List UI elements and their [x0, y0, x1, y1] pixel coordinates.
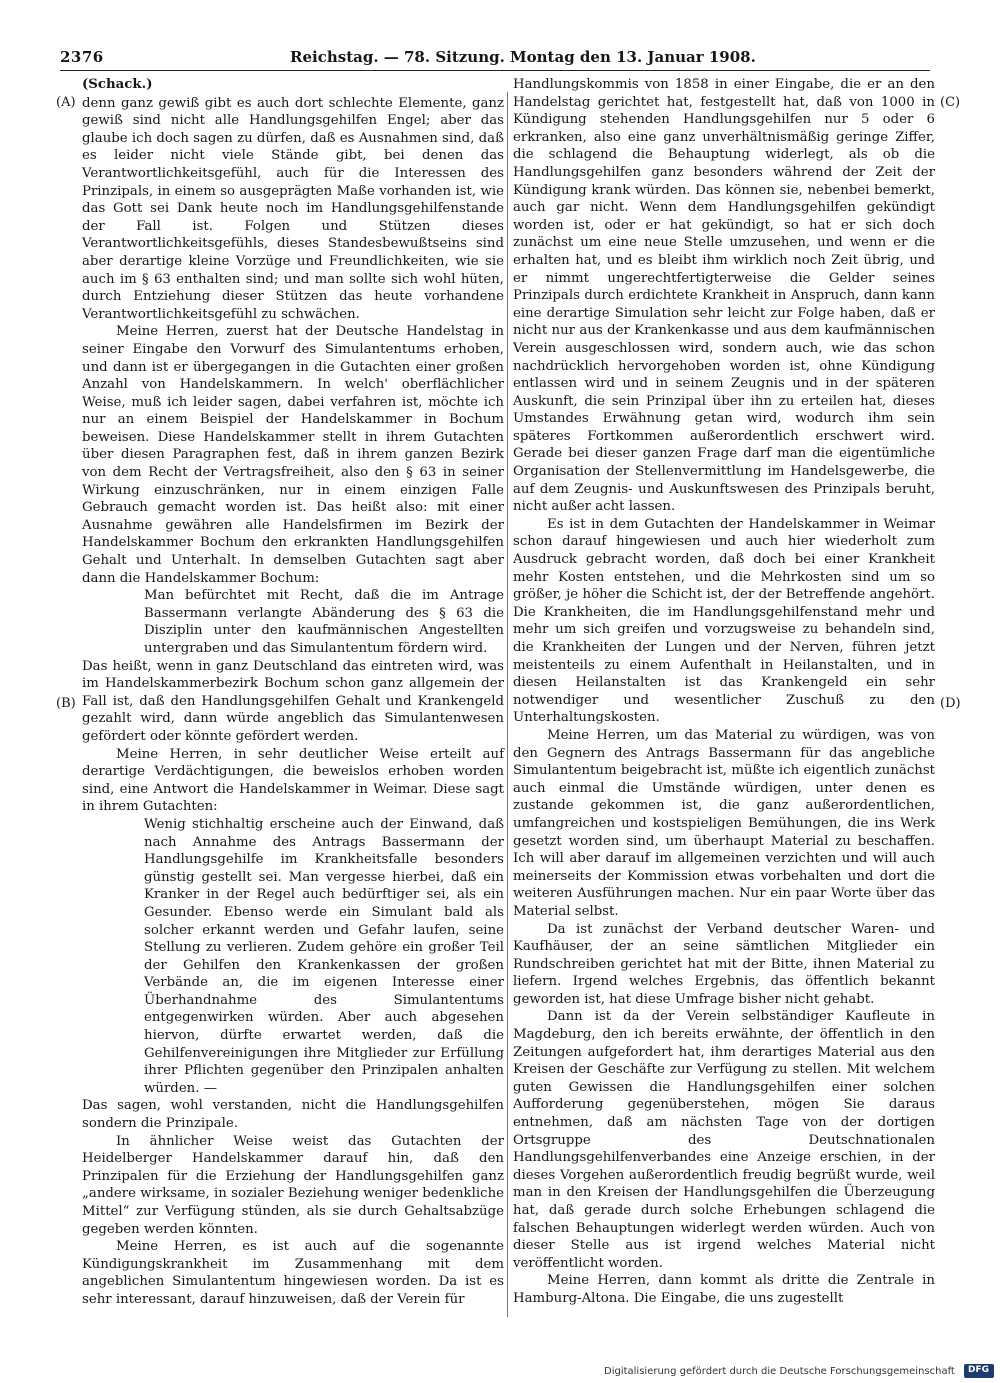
- right-column: [513, 76, 935, 1308]
- digitization-footer: [604, 1362, 1000, 1383]
- page-title: Reichstag. — 78. Sitzung. Montag den 13. Januar 1908.: [290, 48, 756, 66]
- header-rule: [60, 70, 930, 71]
- margin-marker-c: (C): [940, 95, 961, 110]
- paragraph: Meine Herren, um das Material zu würdigen, was von den Gegnern des Antrags Bassermann für das angebliche Simulantentum beigebracht ist, müßte ich eigentlich zunächst auch einmal die Umstände würdigen, unter denen es zustande gekommen ist, die ganz außerordentlichen, umfangreichen und kostspieligen Bemühungen, die ins Werk gesetzt worden sind, um überhaupt Material zu beschaffen. Ich will aber darauf im allgemeinen verzichten und will auch meinerseits der Kommission etwas vorbehalten und dort die weiteren Ausführungen machen. Nur ein paar Worte über das Material selbst.: [513, 727, 935, 919]
- paragraph: Es ist in dem Gutachten der Handelskammer in Weimar schon darauf hingewiesen und auch hier wiederholt zum Ausdruck gebracht worden, daß doch bei einer Krankheit mehr Kosten entstehen, und die Mehrkosten sind um so größer, je höher die Schicht ist, der der Betreffende angehört. Die Krankheiten, die im Handlungsgehilfenstand mehr und mehr um sich greifen und vorzugsweise zu behandeln sind, die Krankheiten der Lungen und der Nerven, führen jetzt meistenteils zu einem Aufenthalt in Heilanstalten, und in diesen Heilanstalten ist das Krankengeld ein sehr notwendiger und wesentlicher Zuschuß zu den Unterhaltungskosten.: [513, 516, 935, 726]
- paragraph: Da ist zunächst der Verband deutscher Waren- und Kaufhäuser, der an seine sämtlichen Mitglieder ein Rundschreiben gerichtet hat mit der Bitte, ihnen Material zu liefern. Irgend welches Ergebnis, das öffentlich bekannt geworden ist, hat diese Umfrage bisher nicht gehabt.: [513, 921, 935, 1007]
- paragraph: Meine Herren, in sehr deutlicher Weise erteilt auf derartige Verdächtigungen, die beweislos erhoben worden sind, eine Antwort die Handelskammer in Weimar. Diese sagt in ihrem Gutachten:: [82, 746, 504, 815]
- page-number: 2376: [60, 48, 104, 66]
- speaker-name: (Schack.): [82, 77, 153, 92]
- dfg-logo-text: DFG: [968, 1365, 990, 1375]
- page-header: [60, 44, 930, 70]
- paragraph: denn ganz gewiß gibt es auch dort schlechte Elemente, ganz gewiß sind nicht alle Handlungsgehilfen Engel; aber das glaube ich doch sagen zu dürfen, daß es Ausnahmen sind, daß es leider nicht viele Stände gibt, bei denen das Verantwortlichkeitsgefühl, auch für die Interessen des Prinzipals, in einem so ausgeprägten Maße vorhanden ist, wie das Gott sei Dank heute noch im Handlungsgehilfenstande der Fall ist. Folgen und Stützen dieses Verantwortlichkeitsgefühls, dieses Standesbewußtseins sind aber derartige kleine Vorzüge und Freundlichkeiten, wie sie auch im § 63 enthalten sind; und man sollte sich wohl hüten, durch Entziehung dieser Stützen das heute vorhandene Verantwortlichkeitsgefühl zu schwächen.: [82, 95, 504, 322]
- paragraph: Das sagen, wohl verstanden, nicht die Handlungsgehilfen sondern die Prinzipale.: [82, 1098, 504, 1132]
- paragraph: In ähnlicher Weise weist das Gutachten der Heidelberger Handelskammer darauf hin, daß den Prinzipalen für die Erziehung der Handlungsgehilfen ganz „andere wirksame, in sozialer Beziehung weniger bedenkliche Mittel“ zur Verfügung stünden, als sie durch Gehaltsabzüge gegeben werden könnten.: [82, 1133, 504, 1237]
- margin-marker-b: (B): [56, 696, 76, 711]
- quotation: [144, 816, 504, 1098]
- paragraph: Meine Herren, zuerst hat der Deutsche Handelstag in seiner Eingabe den Vorwurf des Simulantentums erhoben, und dann ist er übergegangen in die Gutachten einer großen Anzahl von Handelskammern. In welch' oberflächlicher Weise, muß ich leider sagen, dabei verfahren ist, möchte ich nur an einem Beispiel der Handelskammer in Bochum beweisen. Diese Handelskammer stellt in ihrem Gutachten über diesen Paragraphen fest, daß in ihrem ganzen Bezirk von dem Recht der Vertragsfreiheit, also den § 63 in seiner Wirkung einzuschränken, nur in einem einzigen Falle Gebrauch gemacht worden ist. Das heißt also: mit einer Ausnahme gewähren alle Handelsfirmen im Bezirk der Handelskammer Bochum den erkrankten Handlungsgehilfen Gehalt und Unterhalt. In demselben Gutachten sagt aber dann die Handelskammer Bochum:: [82, 324, 504, 586]
- column-divider: [507, 92, 508, 1317]
- left-column: [82, 76, 504, 1309]
- dfg-logo: [964, 1364, 994, 1378]
- paragraph: Meine Herren, dann kommt als dritte die Zentrale in Hamburg-Altona. Die Eingabe, die uns zugestellt: [513, 1273, 935, 1306]
- footer-text: Digitalisierung gefördert durch die Deutsche Forschungsgemeinschaft: [604, 1366, 955, 1377]
- paragraph: Das heißt, wenn in ganz Deutschland das eintreten wird, was im Handelskammerbezirk Bochum schon ganz allgemein der Fall ist, daß den Handlungsgehilfen Gehalt und Krankengeld gezahlt wird, dann würde angeblich das Simulantenwesen gefördert oder könnte gefördert werden.: [82, 658, 504, 744]
- quotation-text: Man befürchtet mit Recht, daß die im Antrage Bassermann verlangte Abänderung des § 63 die Disziplin unter den kaufmännischen Angestellten untergraben und das Simulantentum fördern wird.: [144, 588, 504, 656]
- quotation: [144, 587, 504, 657]
- quotation-text: Wenig stichhaltig erscheine auch der Einwand, daß nach Annahme des Antrags Bassermann der Handlungsgehilfe im Krankheitsfalle besonders günstig gestellt sei. Man vergesse hierbei, daß ein Kranker in der Regel auch bedürftiger sei, als ein Gesunder. Ebenso werde ein Simulant bald als solcher erkannt werden und Gefahr laufen, seine Stellung zu verlieren. Zudem gehöre ein großer Teil der Gehilfen den Krankenkassen der großen Verbände an, die im eigenen Interesse einer Überhandnahme des Simulantentums entgegenwirken würden. Aber auch abgesehen hiervon, dürfte erwartet werden, daß die Gehilfenvereinigungen ihre Mitglieder zur Erfüllung ihrer Pflichten gegenüber den Prinzipalen anhalten würden. —: [144, 816, 504, 1096]
- paragraph: Handlungskommis von 1858 in einer Eingabe, die er an den Handelstag gerichtet hat, festgestellt hat, daß von 1000 in Kündigung stehenden Handlungsgehilfen nur 5 oder 6 erkranken, also eine ganz unverhältnismäßig geringe Ziffer, die schlagend die Behauptung widerlegt, als ob die Handlungsgehilfen ganz besonders während der Zeit der Kündigung krank würden. Das können sie, nebenbei bemerkt, auch gar nicht. Wenn dem Handlungsgehilfen gekündigt worden ist, oder er hat gekündigt, so hat er sich doch zunächst um eine neue Stelle umzusehen, und wenn er die erhalten hat, und es bleibt ihm wirklich noch Zeit übrig, und er nimmt ungerechtfertigterweise die Gelder seines Prinzipals durch erdichtete Krankheit in Anspruch, dann kann eine derartige Simulation sehr leicht zur Folge haben, daß er nicht nur aus der Krankenkasse und aus dem kaufmännischen Verein ausgeschlossen wird, sondern auch, wie das schon nachdrücklich hervorgehoben worden ist, ohne Kündigung entlassen wird und in seinem Zeugnis und in der späteren Auskunft, die sein Prinzipal über ihn zu erteilen hat, dieses Umstandes Erwähnung getan wird, wodurch ihm sein späteres Fortkommen außerordentlich erschwert wird. Gerade bei dieser ganzen Frage darf man die eigentümliche Organisation der Stellenvermittlung im Handelsgewerbe, die auf dem Zeugnis- und Auskunftswesen des Prinzipals beruht, nicht außer acht lassen.: [513, 77, 935, 515]
- margin-marker-d: (D): [940, 696, 961, 711]
- margin-marker-a: (A): [56, 95, 76, 110]
- paragraph: Meine Herren, es ist auch auf die sogenannte Kündigungskrankheit im Zusammenhang mit dem angeblichen Simulantentum hingewiesen worden. Da ist es sehr interessant, darauf hinzuweisen, daß der Verein für: [82, 1239, 504, 1307]
- paragraph: Dann ist da der Verein selbständiger Kaufleute in Magdeburg, den ich bereits erwähnte, der öffentlich in den Zeitungen aufgefordert hat, ihm derartiges Material aus den Kreisen der Geschäfte zur Verfügung zu stellen. Mit welchem guten Gewissen die Handlungsgehilfen einer solchen Aufforderung gegenüberstehen, mögen Sie daraus entnehmen, daß am nächsten Tage von der dortigen Ortsgruppe des Deutschnationalen Handlungsgehilfenverbandes eine Anzeige erschien, in der dieses Vorgehen außerordentlich freudig begrüßt wurde, weil man in den Kreisen der Handlungsgehilfen die Überzeugung hat, daß gerade durch solche Erhebungen schlagend die falschen Behauptungen widerlegt werden würden. Auch von dieser Stelle aus ist irgend welches Material nicht veröffentlicht worden.: [513, 1009, 935, 1271]
